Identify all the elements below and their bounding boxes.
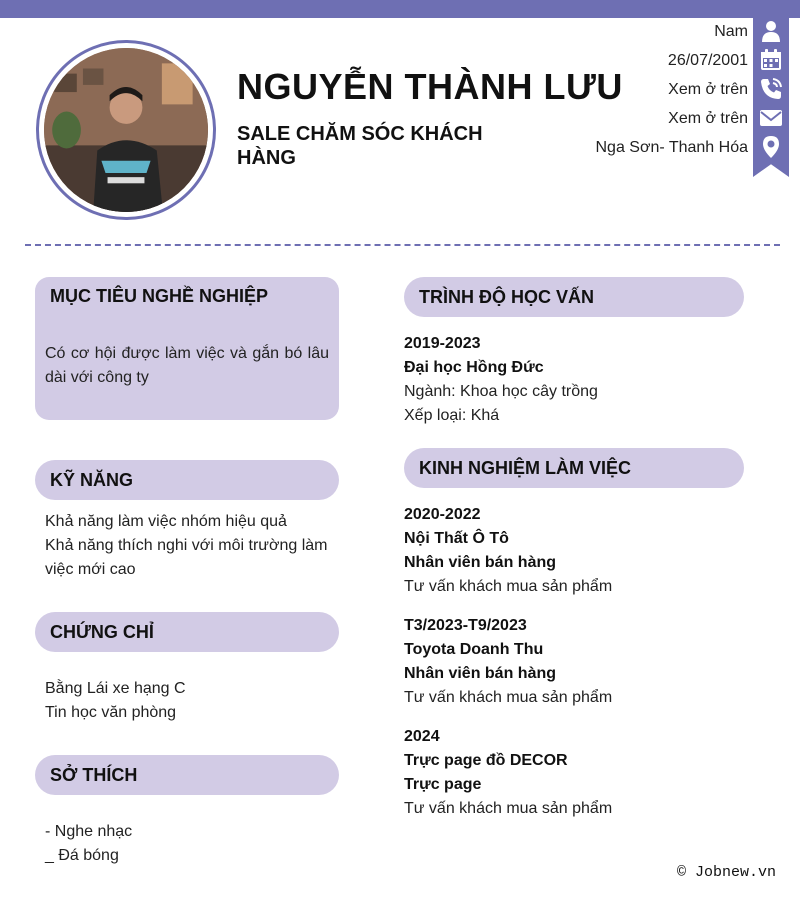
skills-title: KỸ NĂNG	[35, 460, 339, 500]
footer-credit[interactable]: © Jobnew.vn	[676, 864, 776, 881]
skill-item: Khả năng làm việc nhóm hiệu quả	[45, 513, 287, 530]
certificate-item: Tin học văn phòng	[45, 704, 177, 721]
experience-company: Toyota Doanh Thu	[404, 641, 544, 658]
hobby-item: _ Đá bóng	[45, 847, 119, 864]
experience-role: Nhân viên bán hàng	[404, 554, 557, 571]
skills-list	[45, 510, 335, 582]
experience-role: Trực page	[404, 776, 482, 793]
email-icon	[759, 106, 783, 130]
experience-desc: Tư vấn khách mua sản phẩm	[404, 578, 613, 595]
education-entry	[404, 332, 744, 428]
experience-title: KINH NGHIỆM LÀM VIỆC	[404, 448, 744, 488]
objective-title: MỤC TIÊU NGHỀ NGHIỆP	[50, 286, 269, 306]
experience-period: 2024	[404, 728, 440, 745]
avatar	[36, 40, 216, 220]
objective-section	[35, 277, 339, 420]
objective-text: Có cơ hội được làm việc và gắn bó lâu dài với công ty	[45, 345, 329, 386]
contact-gender: Nam	[714, 23, 748, 40]
experience-company: Trực page đồ DECOR	[404, 752, 568, 769]
candidate-name: NGUYỄN THÀNH LƯU	[237, 66, 623, 107]
hobbies-list	[45, 820, 335, 868]
contact-email: Xem ở trên	[668, 110, 748, 127]
phone-icon	[759, 77, 783, 101]
contact-phone: Xem ở trên	[668, 81, 748, 98]
education-rank: Xếp loại: Khá	[404, 407, 500, 424]
experience-period: 2020-2022	[404, 506, 481, 523]
location-pin-icon	[759, 135, 783, 159]
avatar-photo	[44, 48, 208, 212]
experience-entry	[404, 614, 744, 710]
experience-company: Nội Thất Ô Tô	[404, 530, 509, 547]
person-icon	[759, 19, 783, 43]
certificates-title: CHỨNG CHỈ	[35, 612, 339, 652]
contact-info	[595, 17, 748, 162]
header-divider	[25, 244, 780, 246]
education-major: Ngành: Khoa học cây trồng	[404, 383, 598, 400]
skill-item: Khả năng thích nghi với môi trường làm việc mới cao	[45, 537, 328, 578]
contact-address: Nga Sơn- Thanh Hóa	[595, 139, 748, 156]
experience-desc: Tư vấn khách mua sản phẩm	[404, 689, 613, 706]
hobby-item: - Nghe nhạc	[45, 823, 133, 840]
calendar-icon	[759, 48, 783, 72]
top-accent-bar	[0, 0, 800, 18]
certificates-list	[45, 677, 335, 725]
contact-birthdate: 26/07/2001	[667, 52, 748, 69]
contact-icon-ribbon	[753, 17, 789, 177]
experience-period: T3/2023-T9/2023	[404, 617, 527, 634]
certificate-item: Bằng Lái xe hạng C	[45, 680, 186, 697]
education-school: Đại học Hồng Đức	[404, 359, 544, 376]
experience-role: Nhân viên bán hàng	[404, 665, 557, 682]
experience-entry	[404, 503, 744, 599]
candidate-position: SALE CHĂM SÓC KHÁCH HÀNG	[237, 123, 483, 169]
experience-desc: Tư vấn khách mua sản phẩm	[404, 800, 613, 817]
education-period: 2019-2023	[404, 335, 481, 352]
hobbies-title: SỞ THÍCH	[35, 755, 339, 795]
education-title: TRÌNH ĐỘ HỌC VẤN	[404, 277, 744, 317]
experience-entry	[404, 725, 744, 821]
